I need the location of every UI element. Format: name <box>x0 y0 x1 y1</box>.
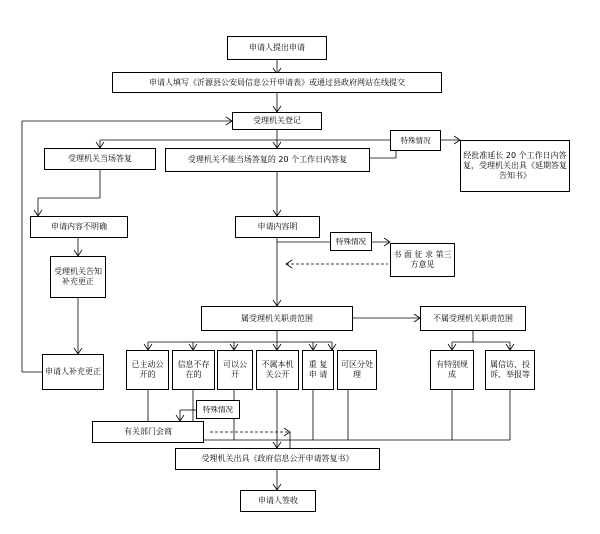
note-special-case-2 <box>330 232 372 251</box>
node-label: 有特别规成 <box>436 360 468 379</box>
node-petition-complaint <box>485 350 535 390</box>
node-content-unclear <box>30 216 128 238</box>
node-applicant-receipt <box>240 490 316 512</box>
node-third-party-opinion <box>390 243 455 277</box>
node-can-disclose <box>217 350 253 390</box>
node-label: 申请人填写《沂源县公安局信息公开申请表》或通过县政府网站在线提交 <box>149 77 405 87</box>
node-label: 申请内容明 <box>257 222 298 231</box>
node-label: 申请人补充更正 <box>45 367 101 376</box>
annotation-label: 特殊情况 <box>400 135 431 145</box>
node-label: 已主动公开的 <box>131 360 164 379</box>
node-label: 受理机关告知补充更正 <box>54 267 102 286</box>
node-register <box>232 112 322 130</box>
node-label: 不属本机关公开 <box>261 360 294 379</box>
node-label: 申请人签收 <box>258 496 298 505</box>
node-label: 经批准延长 20 个工作日内答复，受理机关出具《延期答复告知书》 <box>463 151 567 180</box>
node-notify-supplement <box>50 256 106 298</box>
node-label: 属受理机关职责范围 <box>241 313 313 323</box>
node-within-duty <box>201 306 353 331</box>
node-fill-form <box>112 72 442 93</box>
node-label: 受理机关登记 <box>253 116 301 125</box>
annotation-label: 特殊情况 <box>336 236 366 246</box>
node-separable-handling <box>337 350 377 390</box>
node-applicant-supplement <box>42 354 104 390</box>
node-extend-20day <box>460 140 570 192</box>
note-special-case-3 <box>196 400 240 419</box>
node-label: 书 面 征 求 第三方意见 <box>393 250 452 269</box>
annotation-label: 特殊情况 <box>203 404 233 414</box>
node-label: 申请人提出申请 <box>249 43 305 52</box>
node-not-this-agency <box>256 350 299 390</box>
node-label: 信息不存在的 <box>177 360 210 379</box>
node-label: 可以公开 <box>223 360 247 379</box>
node-label: 可区分处理 <box>341 360 373 379</box>
node-label: 不属受理机关职责范围 <box>433 313 513 323</box>
node-apply-submit <box>227 36 327 60</box>
node-outside-duty <box>420 306 526 331</box>
node-label: 受理机关出具《政府信息公开申请答复书》 <box>201 454 354 463</box>
node-special-rule <box>430 350 474 390</box>
node-label: 受理机关不能当场答复的 20 个工作日内答复 <box>187 155 348 164</box>
node-label: 受理机关当场答复 <box>68 154 132 163</box>
node-label: 申请内容不明确 <box>51 222 107 231</box>
node-20day-reply <box>165 148 370 172</box>
node-onsite-reply <box>44 148 156 170</box>
node-label: 重 复 申 请 <box>308 360 328 379</box>
node-issue-reply <box>175 448 380 470</box>
node-duplicate-apply <box>302 350 334 390</box>
note-special-case-1 <box>390 130 441 151</box>
node-info-not-exist <box>172 350 215 390</box>
node-content-clear <box>235 216 320 238</box>
node-already-public <box>126 350 169 390</box>
node-label: 属信访、投诉、举报等 <box>490 360 530 379</box>
node-label: 有关部门会商 <box>124 427 172 436</box>
node-department-consult <box>92 421 204 443</box>
